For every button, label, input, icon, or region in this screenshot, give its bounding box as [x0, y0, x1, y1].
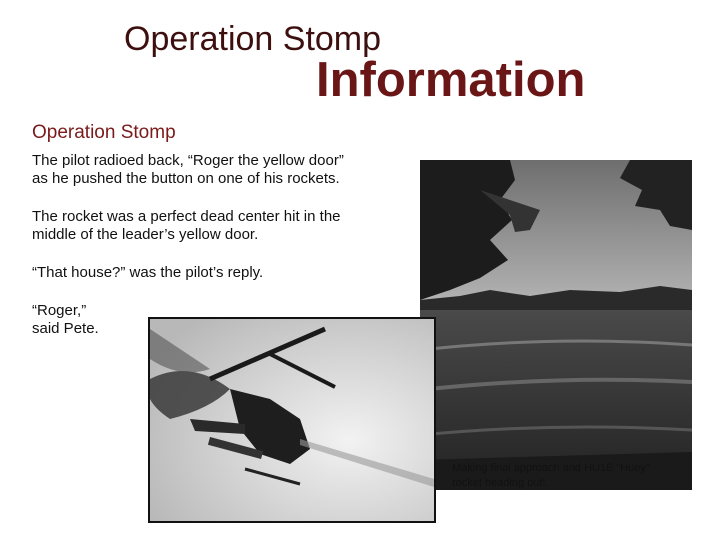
paragraph-1 [32, 152, 344, 188]
title-line-1: Operation Stomp [124, 20, 382, 58]
paragraph-4 [32, 302, 99, 338]
photo-caption-line-1: Making final approach and HU1E “Huey” [452, 462, 650, 474]
landscape-photo [420, 160, 692, 490]
helicopter-photo [148, 317, 436, 523]
paragraph-1-line-2: as he pushed the button on one of his rockets. [32, 170, 340, 187]
photo-caption [452, 461, 692, 491]
photo-caption-line-2: rocket heading out!. [452, 477, 549, 489]
paragraph-1-line-1: The pilot radioed back, “Roger the yellow door” [32, 152, 344, 169]
paragraph-4-line-2: said Pete. [32, 320, 99, 337]
helicopter-photo-drawing [150, 319, 434, 521]
section-heading: Operation Stomp [32, 122, 176, 143]
title-line-2: Information [316, 53, 586, 107]
paragraph-2 [32, 208, 341, 244]
paragraph-3-line-1: “That house?” was the pilot’s reply. [32, 264, 264, 281]
paragraph-2-line-1: The rocket was a perfect dead center hit in the [32, 208, 341, 225]
paragraph-4-line-1: “Roger,” [32, 302, 87, 319]
landscape-photo-drawing [420, 160, 692, 490]
paragraph-3 [32, 264, 263, 282]
paragraph-2-line-2: middle of the leader’s yellow door. [32, 226, 259, 243]
